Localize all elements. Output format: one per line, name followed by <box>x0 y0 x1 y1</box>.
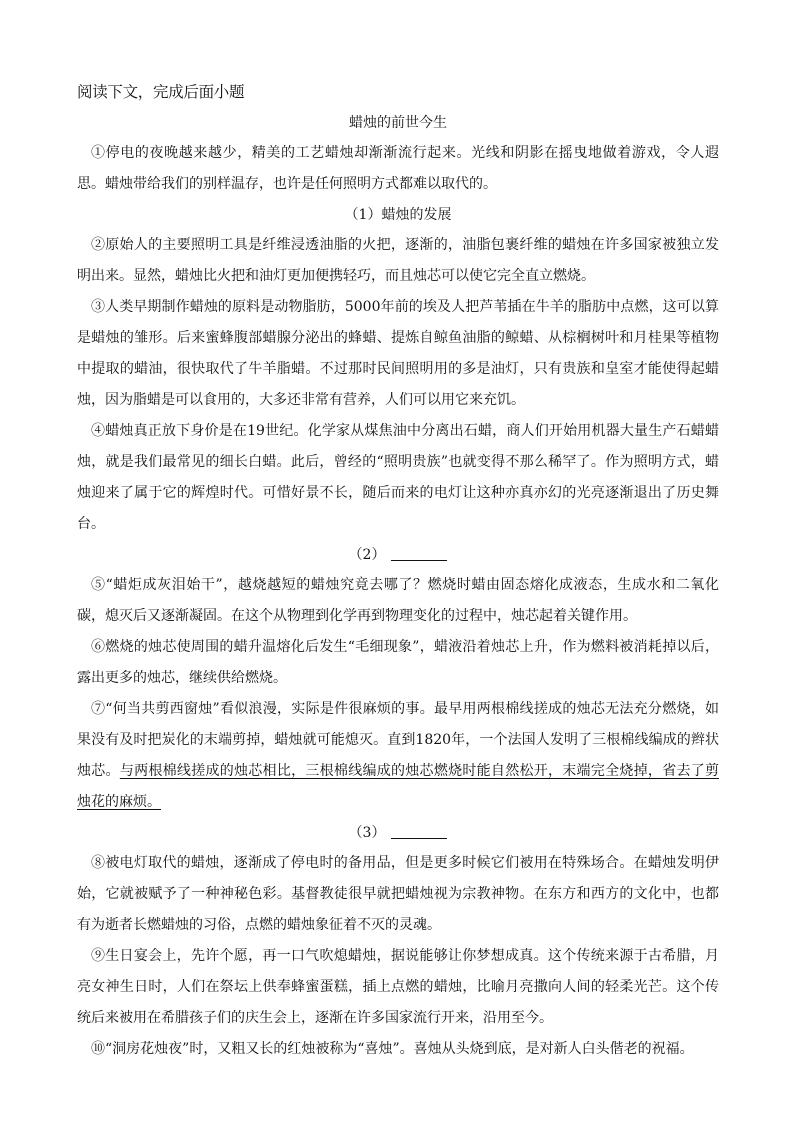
section-heading-1: （1）蜡烛的发展 <box>344 207 452 223</box>
paragraph-9: ⑨生日宴会上，先许个愿，再一口气吹熄蜡烛，据说能够让你梦想成真。这个传统来源于古希腊，月亮女神生日时，人们在祭坛上供奉蜂蜜蛋糕，插上点燃的蜡烛，比喻月亮撒向人间的轻柔光芒。这个传统后来被用在希腊孩子们的庆生会上，逐渐在许多国家流行开来，沿用至今。 <box>77 948 719 1026</box>
paragraph-5: ⑤“蜡炬成灰泪始干”，越烧越短的蜡烛究竟去哪了？燃烧时蜡由固态熔化成液态，生成水和二氧化碳，熄灭后又逐渐凝固。在这个从物理到化学再到物理变化的过程中，烛芯起着关键作用。 <box>77 577 719 624</box>
paragraph-7-underlined: 与两根棉线搓成的烛芯相比，三根棉线编成的烛芯燃烧时能自然松开，末端完全烧掉，省去了剪烛花的麻烦。 <box>77 763 720 810</box>
answer-blank-3 <box>391 824 447 839</box>
paragraph-3: ③人类早期制作蜡烛的原料是动物脂肪，5000年前的埃及人把芦苇插在牛羊的脂肪中点燃，这可以算是蜡烛的雏形。后来蜜蜂腹部蜡腺分泌出的蜂蜡、提炼自鲸鱼油脂的鲸蜡、从棕榈树叶和月桂果等植物中提取的蜡油，很快取代了牛羊脂蜡。不过那时民间照明用的多是油灯，只有贵族和皇室才能使得起蜡烛，因为脂蜡是可以食用的，大多还非常有营养，人们可以用它来充饥。 <box>77 299 719 408</box>
section-heading-2 <box>77 540 719 570</box>
paragraph-8: ⑧被电灯取代的蜡烛，逐渐成了停电时的备用品，但是更多时候它们被用在特殊场合。在蜡烛发明伊始，它就被赋予了一种神秘色彩。基督教徒很早就把蜡烛视为宗教神物。在东方和西方的文化中，也都有为逝者长燃蜡烛的习俗，点燃的蜡烛象征着不灭的灵魂。 <box>77 855 719 933</box>
instruction-text: 阅读下文，完成后面小题 <box>77 83 245 101</box>
paragraph-7-text: ⑦“何当共剪西窗烛”看似浪漫，实际是件很麻烦的事。最早用两根棉线搓成的烛芯无法充分燃烧，如果没有及时把炭化的末端剪掉，蜡烛就可能熄灭。直到1820年，一个法国人发明了三根棉线编成的辫状烛芯。 <box>77 701 719 779</box>
article-title: 蜡烛的前世今生 <box>349 115 447 131</box>
paragraph-1: ①停电的夜晚越来越少，精美的工艺蜡烛却渐渐流行起来。光线和阴影在摇曳地做着游戏，令人遐思。蜡烛带给我们的别样温存，也许是任何照明方式都难以取代的。 <box>77 145 719 192</box>
paragraph-10: ⑩“洞房花烛夜”时，又粗又长的红烛被称为“喜烛”。喜烛从头烧到底，是对新人白头偕老的祝福。 <box>91 1041 694 1057</box>
paragraph-7 <box>77 694 719 818</box>
section-heading-2-label: （2） <box>348 547 386 563</box>
article-body <box>77 108 719 1065</box>
paragraph-6: ⑥燃烧的烛芯使周围的蜡升温熔化后发生“毛细现象”，蜡液沿着烛芯上升，作为燃料被消耗掉以后，露出更多的烛芯，继续供给燃烧。 <box>77 639 719 686</box>
paragraph-4: ④蜡烛真正放下身价是在19世纪。化学家从煤焦油中分离出石蜡，商人们开始用机器大量生产石蜡蜡烛，就是我们最常见的细长白蜡。此后，曾经的“照明贵族”也就变得不那么稀罕了。作为照明方式，蜡烛迎来了属于它的辉煌时代。可惜好景不长，随后而来的电灯让这种亦真亦幻的光亮逐渐退出了历史舞台。 <box>77 423 719 532</box>
paragraph-2: ②原始人的主要照明工具是纤维浸透油脂的火把，逐渐的，油脂包裹纤维的蜡烛在许多国家被独立发明出来。显然，蜡烛比火把和油灯更加便携轻巧，而且烛芯可以使它完全直立燃烧。 <box>77 237 719 284</box>
section-heading-3 <box>77 818 719 848</box>
section-heading-3-label: （3） <box>348 825 386 841</box>
answer-blank-2 <box>391 546 447 561</box>
